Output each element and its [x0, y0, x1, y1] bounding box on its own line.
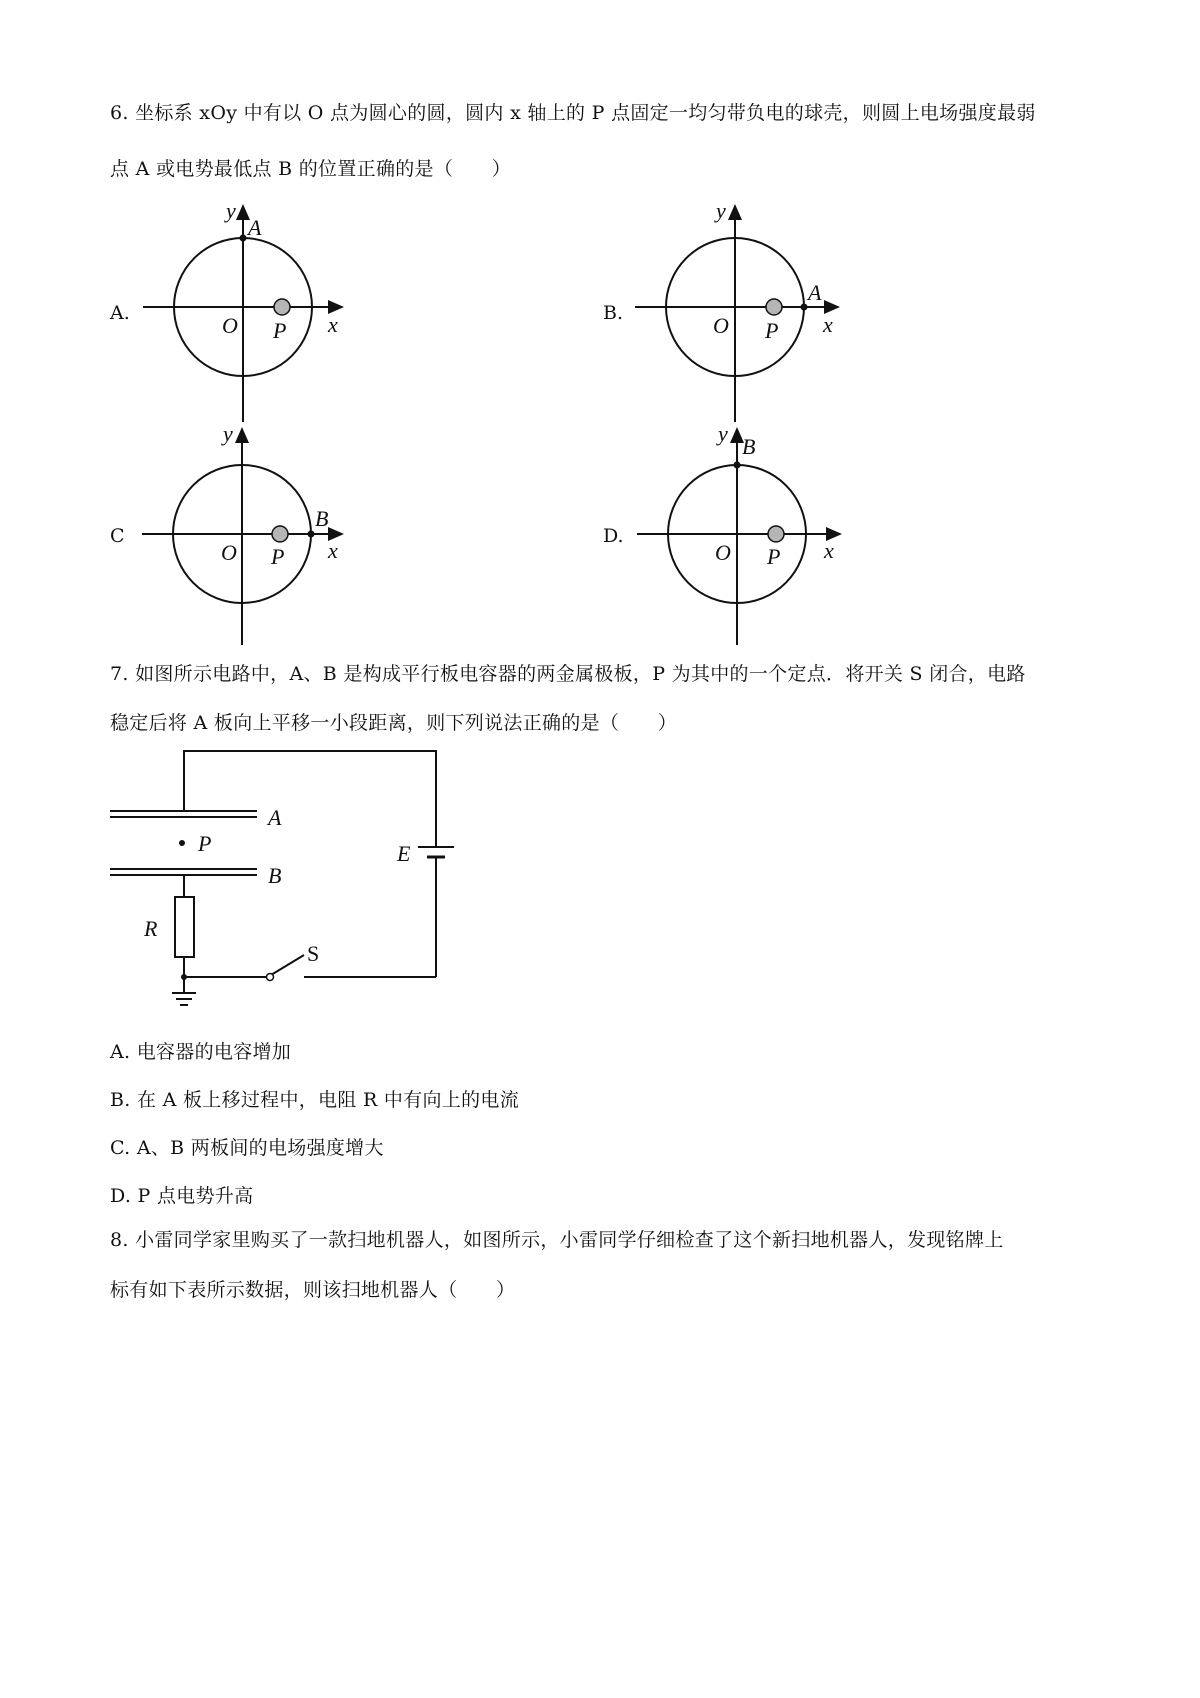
charge-label: P — [271, 544, 285, 569]
plate-a-label: A — [268, 805, 282, 830]
point-label: B — [742, 434, 756, 459]
x-axis-label: x — [328, 312, 338, 337]
charge-label: P — [767, 544, 781, 569]
charge-label: P — [273, 318, 287, 343]
point-label: A — [808, 280, 822, 305]
source-e-label: E — [397, 841, 411, 866]
x-axis-label: x — [823, 312, 833, 337]
x-axis-label: x — [824, 538, 834, 563]
origin-label: O — [715, 540, 731, 565]
q7-circuit-diagram — [100, 745, 460, 1015]
x-axis-label: x — [328, 538, 338, 563]
q6-option-b-label[interactable]: B. — [603, 302, 624, 324]
q7-text-line2: 稳定后将 A 板向上平移一小段距离，则下列说法正确的是（ ） — [110, 712, 678, 734]
q6-option-a-diagram — [130, 200, 360, 422]
origin-label: O — [222, 313, 238, 338]
q8-text-line2: 标有如下表所示数据，则该扫地机器人（ ） — [110, 1279, 516, 1301]
q6-option-d-label[interactable]: D. — [603, 525, 624, 547]
q6-text-line1: 6. 坐标系 xOy 中有以 O 点为圆心的圆，圆内 x 轴上的 P 点固定一均匀带负电的球壳，则圆上电场强度最弱 — [110, 102, 1036, 124]
point-p-label: P — [198, 831, 212, 856]
origin-label: O — [221, 540, 237, 565]
q6-option-b-diagram — [628, 200, 858, 422]
q6-option-c-diagram — [130, 423, 360, 645]
plate-b-label: B — [268, 863, 282, 888]
q6-text-line2: 点 A 或电势最低点 B 的位置正确的是（ ） — [110, 158, 512, 180]
origin-label: O — [713, 313, 729, 338]
q6-option-a-label[interactable]: A. — [110, 302, 130, 324]
point-label: B — [315, 506, 329, 531]
q6-option-c-label[interactable]: C — [110, 525, 125, 547]
q7-option-d[interactable]: D. P 点电势升高 — [110, 1185, 254, 1207]
y-axis-label: y — [223, 421, 233, 446]
switch-s-label: S — [307, 941, 320, 966]
q6-option-d-diagram — [628, 423, 858, 645]
resistor-r-label: R — [144, 916, 158, 941]
q7-text-line1: 7. 如图所示电路中，A、B 是构成平行板电容器的两金属极板，P 为其中的一个定点．将开关 S 闭合，电路 — [110, 663, 1026, 685]
y-axis-label: y — [718, 421, 728, 446]
point-label: A — [248, 215, 262, 240]
y-axis-label: y — [716, 198, 726, 223]
q7-option-b[interactable]: B. 在 A 板上移过程中，电阻 R 中有向上的电流 — [110, 1089, 520, 1111]
q7-option-a[interactable]: A. 电容器的电容增加 — [110, 1041, 292, 1063]
y-axis-label: y — [226, 198, 236, 223]
charge-label: P — [765, 318, 779, 343]
q8-text-line1: 8. 小雷同学家里购买了一款扫地机器人，如图所示，小雷同学仔细检查了这个新扫地机器人，发现铭牌上 — [110, 1229, 1004, 1251]
q7-option-c[interactable]: C. A、B 两板间的电场强度增大 — [110, 1137, 384, 1159]
